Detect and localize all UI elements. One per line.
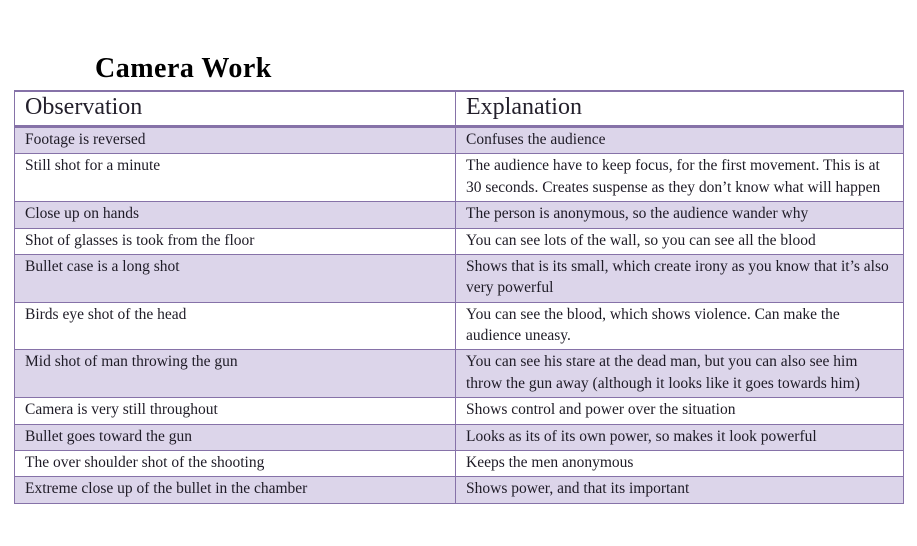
observation-cell: Still shot for a minute	[15, 154, 456, 202]
table-row	[15, 398, 904, 424]
observation-cell: Birds eye shot of the head	[15, 302, 456, 350]
table-row	[15, 350, 904, 398]
table-row	[15, 424, 904, 450]
explanation-cell: The audience have to keep focus, for the first movement. This is at 30 seconds. Creates suspense as they don’t know what will happen	[456, 154, 904, 202]
explanation-cell: Shows control and power over the situation	[456, 398, 904, 424]
observation-column-header: Observation	[15, 91, 456, 127]
table-row	[15, 228, 904, 254]
observation-cell: Extreme close up of the bullet in the chamber	[15, 477, 456, 503]
explanation-cell: Confuses the audience	[456, 127, 904, 154]
explanation-cell: Keeps the men anonymous	[456, 450, 904, 476]
explanation-cell: The person is anonymous, so the audience wander why	[456, 202, 904, 228]
explanation-cell: You can see the blood, which shows violence. Can make the audience uneasy.	[456, 302, 904, 350]
table-header-row	[15, 91, 904, 127]
table-row	[15, 477, 904, 503]
camera-work-table	[14, 90, 904, 504]
observation-cell: Close up on hands	[15, 202, 456, 228]
table-row	[15, 302, 904, 350]
explanation-cell: Shows power, and that its important	[456, 477, 904, 503]
observation-cell: Footage is reversed	[15, 127, 456, 154]
table-body	[15, 127, 904, 504]
observation-cell: Bullet goes toward the gun	[15, 424, 456, 450]
table-row	[15, 450, 904, 476]
explanation-cell: Shows that is its small, which create irony as you know that it’s also very powerful	[456, 254, 904, 302]
table-row	[15, 154, 904, 202]
page-title: Camera Work	[95, 52, 272, 84]
table-row	[15, 127, 904, 154]
observation-cell: Camera is very still throughout	[15, 398, 456, 424]
explanation-cell: You can see lots of the wall, so you can see all the blood	[456, 228, 904, 254]
observation-cell: The over shoulder shot of the shooting	[15, 450, 456, 476]
explanation-cell: Looks as its of its own power, so makes it look powerful	[456, 424, 904, 450]
explanation-column-header: Explanation	[456, 91, 904, 127]
observation-cell: Bullet case is a long shot	[15, 254, 456, 302]
observation-cell: Shot of glasses is took from the floor	[15, 228, 456, 254]
table-row	[15, 202, 904, 228]
explanation-cell: You can see his stare at the dead man, but you can also see him throw the gun away (although it looks like it goes towards him)	[456, 350, 904, 398]
table-row	[15, 254, 904, 302]
observation-cell: Mid shot of man throwing the gun	[15, 350, 456, 398]
